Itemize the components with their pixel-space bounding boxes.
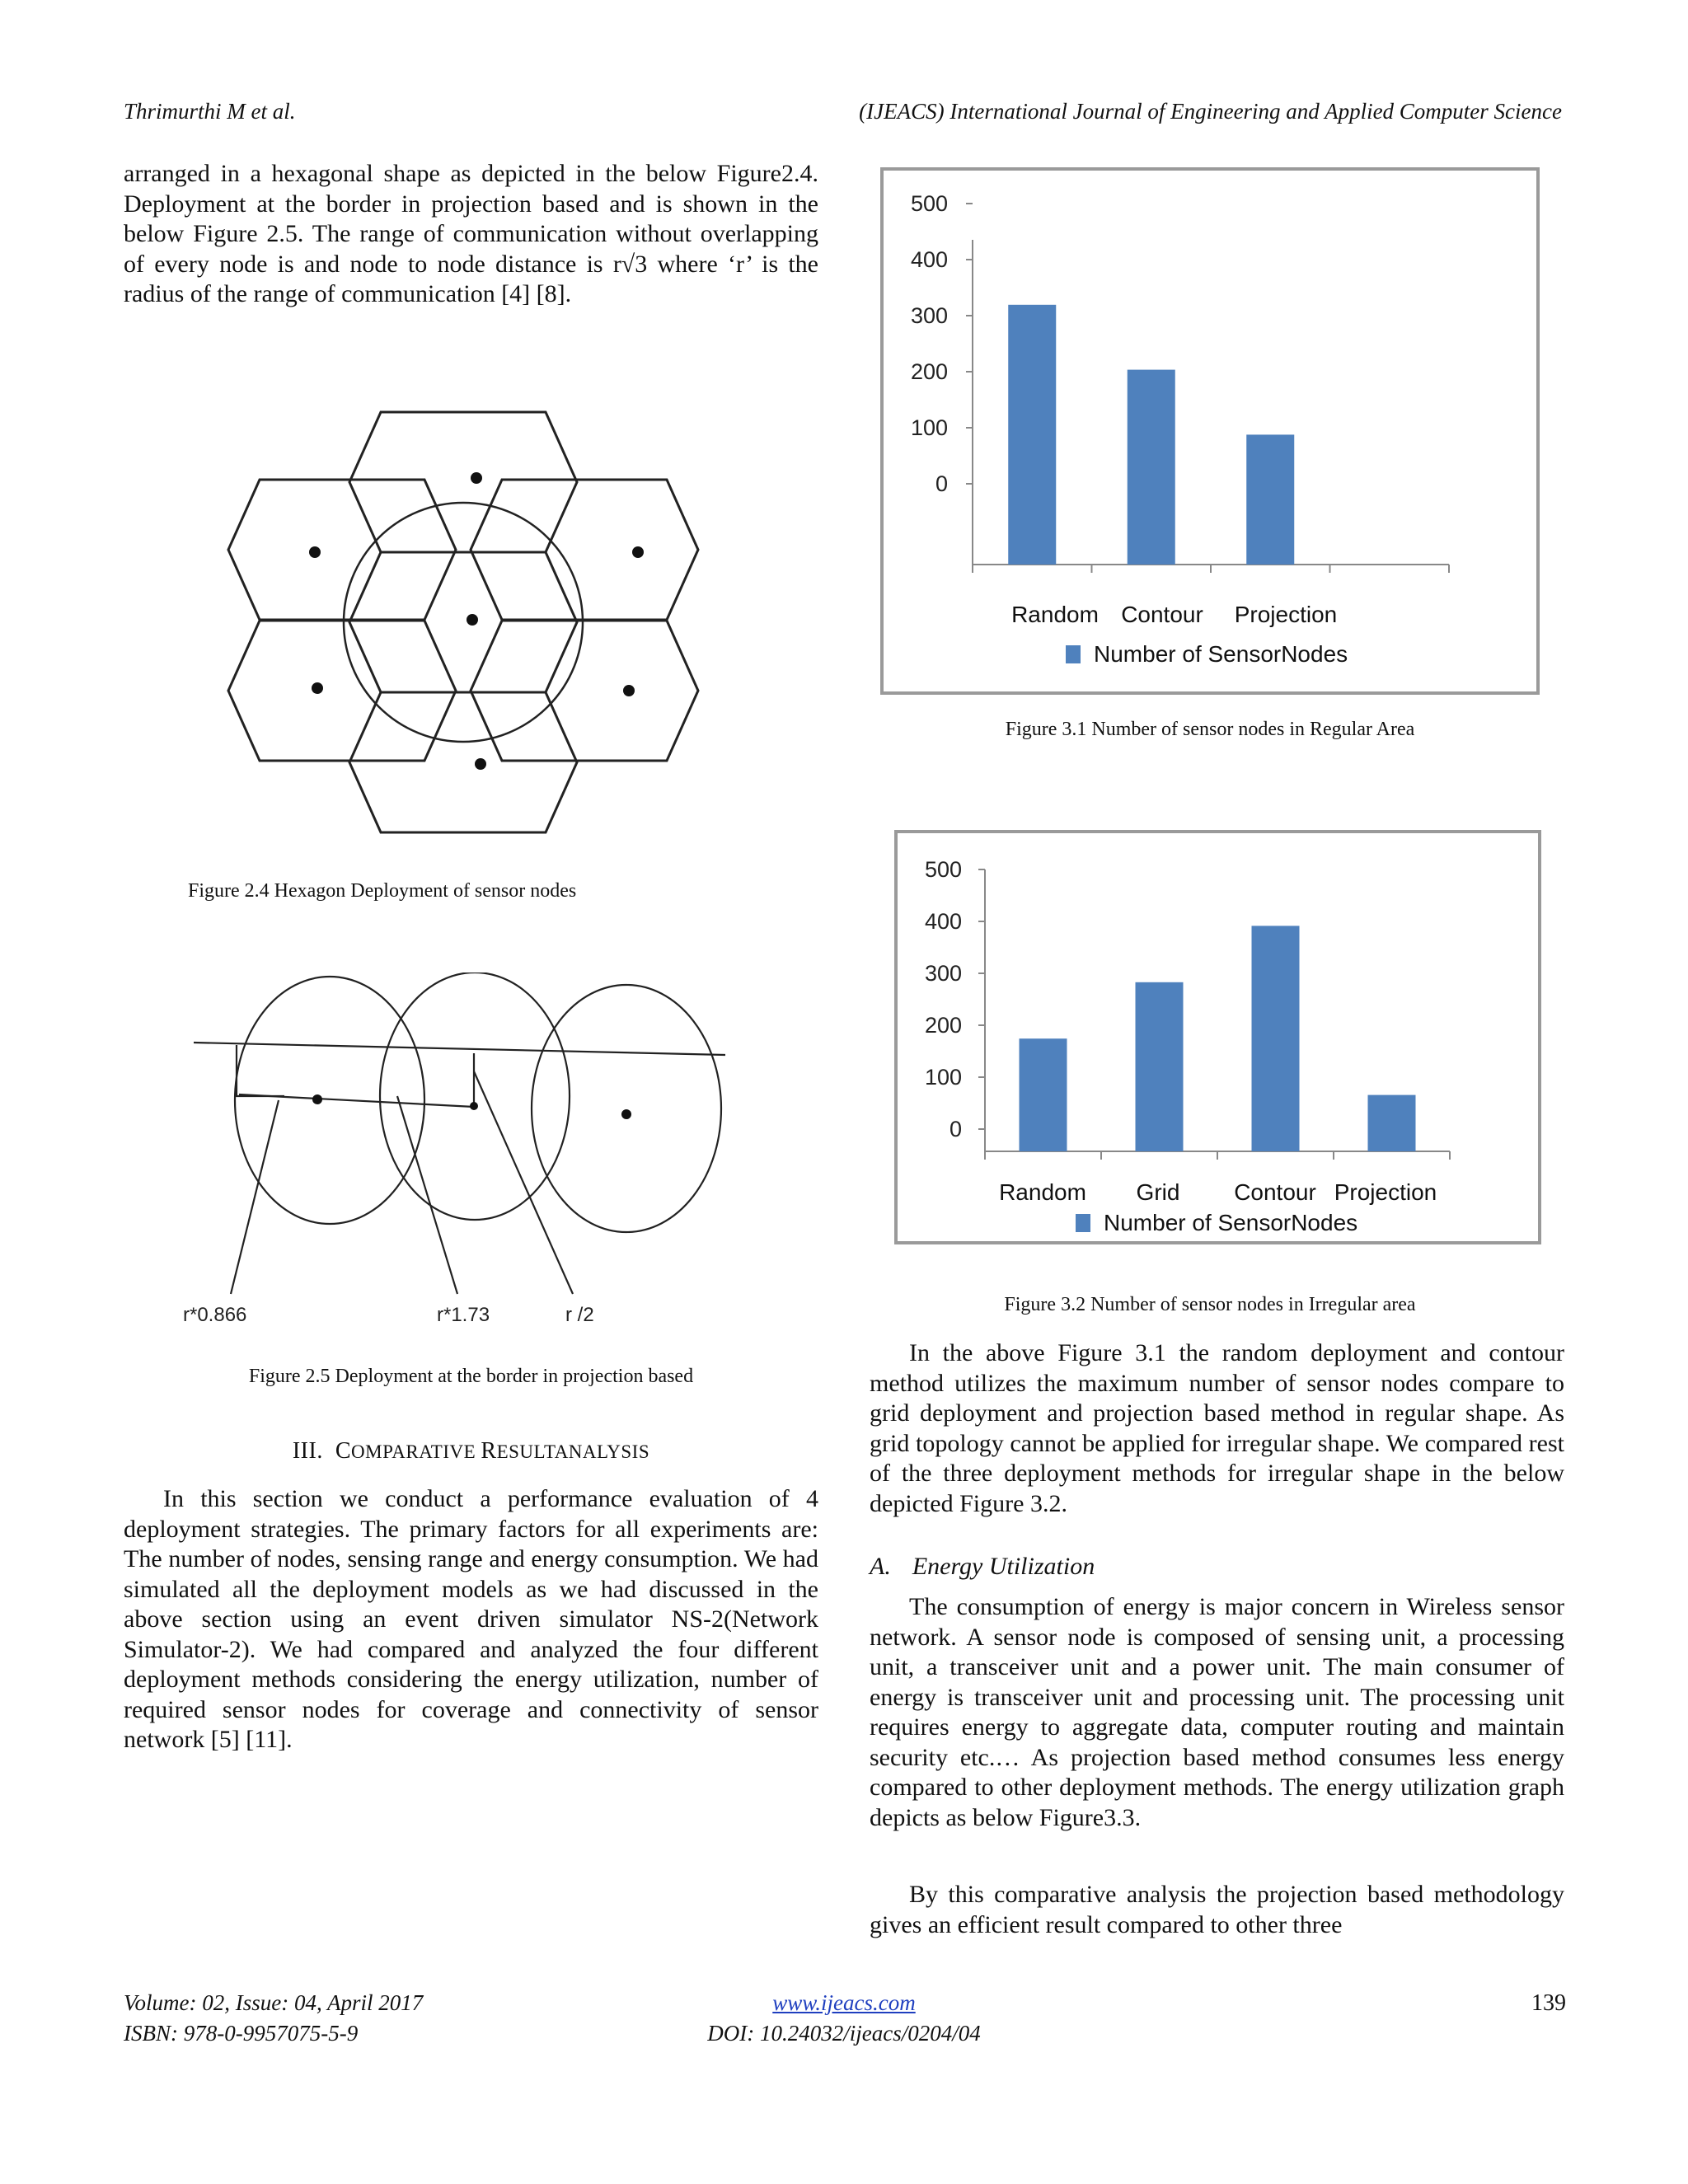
y-tick-label: 200 <box>910 359 948 384</box>
sensor-node <box>623 685 635 696</box>
page-number: 139 <box>1531 1990 1566 2016</box>
sensor-node <box>475 758 486 770</box>
hexagon-lower-right <box>471 621 698 761</box>
distance-arrow-middle <box>239 1094 474 1107</box>
hexagon-lower-left <box>228 621 456 761</box>
footer-volume: Volume: 02, Issue: 04, April 2017 <box>124 1990 424 2015</box>
footer-doi: DOI: 10.24032/ijeacs/0204/04 <box>707 2021 981 2046</box>
category-label-contour: Contour <box>1121 602 1203 627</box>
sensor-node <box>621 1109 631 1119</box>
paragraph-comparative-analysis: By this comparative analysis the projection based methodology gives an efficient result compared to other three <box>870 1881 1564 1938</box>
pointer-line-2 <box>397 1096 457 1294</box>
paragraph-figure-discussion: In the above Figure 3.1 the random deployment and contour method utilizes the maximum number of sensor nodes compare to grid deployment and projection based method in regular shape. As grid topology cannot be applied for irregular shape. We compared rest of the three deployment methods for irregular shape in the below depicted Figure 3.2. <box>870 1339 1564 1517</box>
section-title-initial-r: R <box>481 1438 497 1464</box>
border-line <box>194 1043 725 1055</box>
hexagon-center <box>349 552 577 692</box>
distance-arrow-left <box>237 1045 284 1096</box>
hexagon-top <box>349 412 577 552</box>
y-tick-label: 0 <box>935 471 948 496</box>
running-header-author: Thrimurthi M et al. <box>124 99 296 124</box>
sensor-node <box>467 614 478 626</box>
border-deployment-figure <box>181 972 758 1335</box>
range-circle-right <box>532 985 721 1232</box>
figure-3-1-caption: Figure 3.1 Number of sensor nodes in Regular Area <box>1005 719 1415 740</box>
footer-isbn: ISBN: 978-0-9957075-5-9 <box>124 2021 359 2046</box>
y-tick-label: 200 <box>924 1013 962 1038</box>
section-title-part1: OMPARATIVE <box>351 1441 481 1462</box>
y-tick-label: 100 <box>910 415 948 440</box>
sensor-node <box>312 1094 322 1104</box>
category-label-projection: Projection <box>1234 602 1338 627</box>
figure-2-4-caption: Figure 2.4 Hexagon Deployment of sensor nodes <box>188 880 577 902</box>
y-tick-label: 300 <box>910 303 948 328</box>
category-label-contour: Contour <box>1234 1179 1316 1205</box>
section-paragraph: In this section we conduct a performance evaluation of 4 deployment strategies. The primary factors for all experiments are: The number of nodes, sensing range and energy consumption. We had simulated all the deployment models as we had discussed in the above section using an event driven simulator NS-2(Network Simulator-2). We had compared and analyzed the four different deployment methods considering the energy utilization, number of required sensor nodes for coverage and connectivity of sensor network [5] [11]. <box>124 1485 818 1753</box>
legend-swatch <box>1066 645 1081 663</box>
bar-grid <box>1136 982 1184 1151</box>
bar-contour <box>1128 370 1175 565</box>
section-title-part2: ESULTANALYSIS <box>496 1441 650 1462</box>
y-tick-label: 300 <box>924 961 962 986</box>
hexagon-upper-left <box>228 480 456 620</box>
figure-3-2-caption: Figure 3.2 Number of sensor nodes in Irregular area <box>1004 1294 1416 1315</box>
legend-label: Number of SensorNodes <box>1104 1210 1358 1235</box>
figure-3-2-chart <box>894 830 1541 1244</box>
category-label-projection: Projection <box>1334 1179 1437 1205</box>
y-tick-label: 500 <box>924 857 962 882</box>
intro-paragraph: arranged in a hexagonal shape as depicted in the below Figure2.4. Deployment at the border in projection based and is shown in the below Figure 2.5. The range of communication without overlapping of every node is and node to node distance is r√3 where ‘r’ is the radius of the range of communication [4] [8]. <box>124 160 818 307</box>
y-tick-label: 500 <box>910 191 948 216</box>
paragraph-energy-utilization: The consumption of energy is major concern in Wireless sensor network. A sensor node is composed of sensing unit, a processing unit, a transceiver unit and a power unit. The main consumer of energy is transceiver unit and processing unit. The processing unit requires energy to aggregate data, computer routing and maintain security etc.… As projection based method consumes less energy compared to other deployment methods. The energy utilization graph depicts as below Figure3.3. <box>870 1593 1564 1831</box>
label-r-half: r /2 <box>565 1304 594 1326</box>
sensor-node <box>309 546 321 558</box>
chart-frame <box>882 169 1538 693</box>
bar-random <box>1020 1038 1067 1151</box>
sensor-node <box>471 472 482 484</box>
section-heading <box>124 1438 818 1465</box>
bar-projection <box>1246 434 1294 565</box>
hexagon-deployment-figure <box>198 396 742 841</box>
legend-swatch <box>1076 1214 1090 1232</box>
hexagon-upper-right <box>471 480 698 620</box>
label-r-0866: r*0.866 <box>183 1304 247 1326</box>
y-tick-label: 400 <box>924 909 962 934</box>
section-title-initial-c: C <box>335 1438 352 1464</box>
category-label-grid: Grid <box>1136 1179 1180 1205</box>
chart-frame <box>896 832 1540 1243</box>
sensor-node <box>312 682 323 694</box>
hexagon-bottom <box>349 692 577 832</box>
sensor-node <box>470 1102 478 1110</box>
range-circle-left <box>235 977 424 1224</box>
footer-website-link[interactable]: www.ijeacs.com <box>772 1990 916 2015</box>
category-label-random: Random <box>1011 602 1099 627</box>
sensor-node <box>632 546 644 558</box>
bar-contour <box>1252 926 1300 1151</box>
communication-range-circle <box>344 503 583 742</box>
legend-label: Number of SensorNodes <box>1094 641 1348 667</box>
figure-3-1-chart <box>880 167 1540 695</box>
figure-2-5-caption: Figure 2.5 Deployment at the border in projection based <box>248 1366 694 1387</box>
bar-projection <box>1368 1095 1416 1151</box>
y-tick-label: 100 <box>924 1065 962 1090</box>
pointer-line-3 <box>474 1071 573 1294</box>
label-r-173: r*1.73 <box>437 1304 490 1326</box>
y-tick-label: 400 <box>910 247 948 272</box>
category-label-random: Random <box>999 1179 1086 1205</box>
subsection-title: Energy Utilization <box>912 1553 1095 1580</box>
figure-3-2-svg <box>894 830 1541 1244</box>
figure-3-1-svg <box>880 167 1540 695</box>
section-number: III. <box>292 1438 323 1464</box>
bar-random <box>1008 305 1056 565</box>
y-tick-label: 0 <box>949 1117 962 1141</box>
subsection-label: A. <box>870 1553 891 1580</box>
running-header-journal: (IJEACS) International Journal of Engineering and Applied Computer Science <box>859 99 1562 124</box>
subsection-heading <box>870 1553 1095 1581</box>
